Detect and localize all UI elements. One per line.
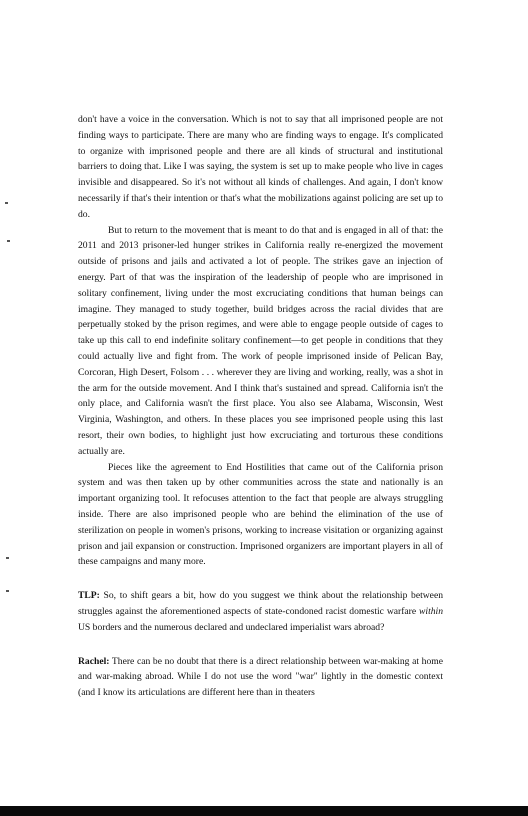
scan-bottom-edge	[0, 806, 528, 816]
paragraph-2: But to return to the movement that is meant to do that and is engaged in all of that: the 2011 and 2013 prisoner-led hunger strikes in California really re-energized the movement outside of prisons and jails and activated a lot of people. The strikes gave an injection of energy. Part of that was the inspiration of the leadership of people who are imprisoned in solitary confinement, living under the most excruciating conditions that human beings can imagine. They managed to study together, build bridges across the racial divides that are perpetually stoked by the prison regimes, and were able to engage people outside of cages to take up this call to end indefinite solitary confinement—to get people in conditions that they could actually live and fight from. The work of people imprisoned inside of Pelican Bay, Corcoran, High Desert, Folsom . . . wherever they are living and working, really, was a shot in the arm for the outside movement. And I think that's sustained and spread. California isn't the only place, and California wasn't the first place. You also see Alabama, Wisconsin, West Virginia, Washington, and others. In these places you see imprisoned people using this last resort, their own bodies, to highlight just how excruciating and torturous these conditions actually are.	[78, 224, 443, 457]
question-emphasis: within	[419, 605, 443, 617]
answer-text: There can be no doubt that there is a direct relationship between war-making at home and war-making abroad. While I do not use the word "war" lightly in the domestic context (and I know its articulations are different here than in theaters	[78, 655, 443, 699]
margin-speck	[7, 240, 10, 242]
question-speaker: TLP:	[78, 590, 100, 602]
answer-paragraph	[78, 654, 443, 701]
question-paragraph	[78, 588, 443, 635]
paragraph-1: don't have a voice in the conversation. Which is not to say that all imprisoned people are not finding ways to participate. There are many who are finding ways to engage. It's complicated to organize with imprisoned people and there are all kinds of structural and institutional barriers to doing that. Like I was saying, the system is set up to make people who live in cages invisible and disappeared. So it's not without all kinds of challenges. And again, I don't know necessarily if that's their intention or that's what the mobilizations against policing are set up to do.	[78, 114, 443, 220]
margin-speck	[6, 557, 9, 559]
question-text-before: So, to shift gears a bit, how do you suggest we think about the relationship between struggles against the aforementioned aspects of state-condoned racist domestic warfare	[78, 590, 443, 617]
margin-speck	[6, 590, 9, 592]
paragraph-3: Pieces like the agreement to End Hostilities that came out of the California prison system and was then taken up by other communities across the state and nationally is an important organizing tool. It refocuses attention to the fact that people are always struggling inside. There are also imprisoned people who are behind the elimination of the use of sterilization on people in women's prisons, working to increase visitation or organizing against prison and jail expansion or construction. Imprisoned organizers are important players in all of these campaigns and many more.	[78, 461, 443, 568]
answer-speaker: Rachel:	[78, 655, 110, 667]
margin-speck	[5, 202, 8, 204]
question-text-after: US borders and the numerous declared and undeclared imperialist wars abroad?	[78, 621, 385, 633]
document-body	[78, 112, 443, 701]
